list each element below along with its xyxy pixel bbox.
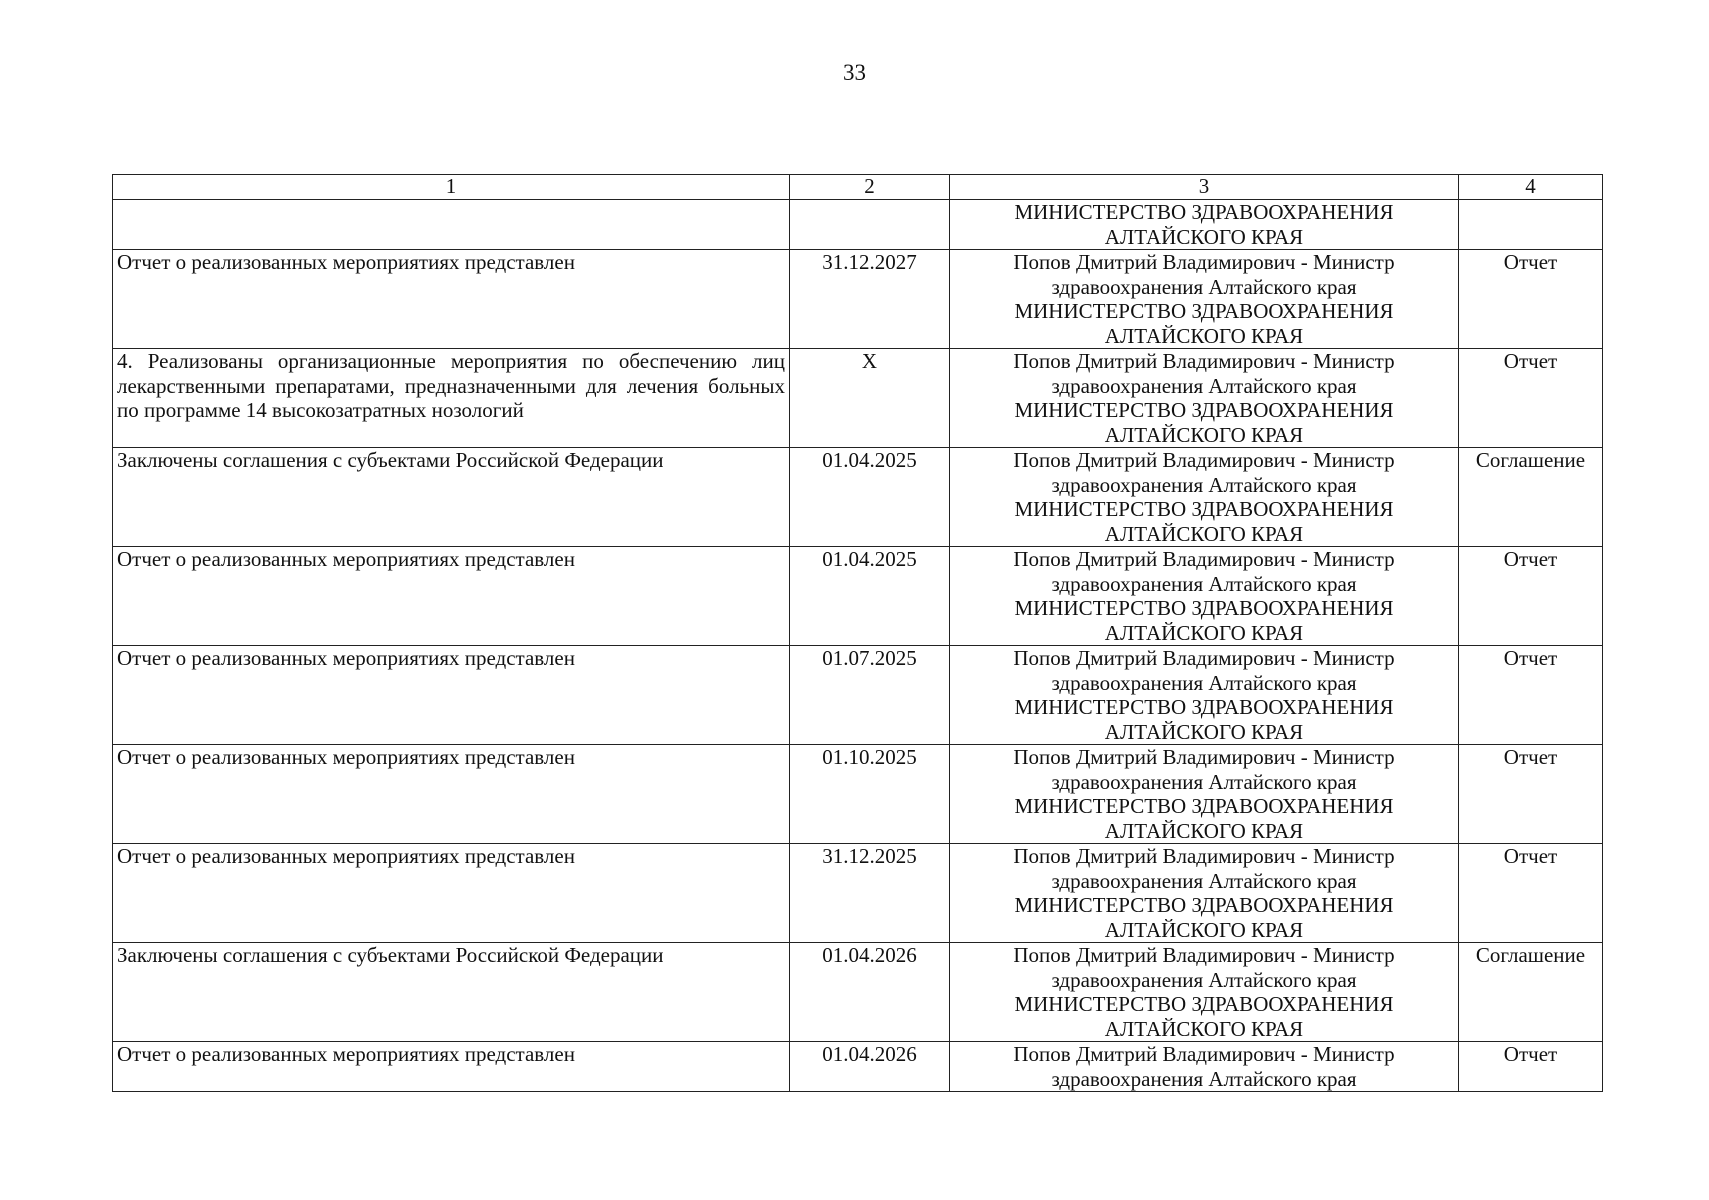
measure-name-cell: 4. Реализованы организационные мероприятия по обеспечению лиц лекарственными препаратами, предназначенными для лечения больных по программе 14 высокозатратных нозологий xyxy=(113,349,790,448)
responsible-line: АЛТАЙСКОГО КРАЯ xyxy=(1104,917,1304,942)
responsible-cell xyxy=(950,349,1459,448)
responsible-line: здравоохранения Алтайского края xyxy=(1051,868,1357,893)
responsible-line: МИНИСТЕРСТВО ЗДРАВООХРАНЕНИЯ xyxy=(1014,992,1394,1016)
table-row xyxy=(113,943,1603,1042)
continuation-date-cell xyxy=(790,200,950,250)
document-type-cell: Отчет xyxy=(1459,250,1603,349)
responsible-line: Попов Дмитрий Владимирович - Министр xyxy=(1013,547,1395,571)
responsible-line: МИНИСТЕРСТВО ЗДРАВООХРАНЕНИЯ xyxy=(1014,893,1394,917)
responsible-line: Попов Дмитрий Владимирович - Министр xyxy=(1013,844,1395,868)
continuation-document-cell xyxy=(1459,200,1603,250)
responsible-line: здравоохранения Алтайского края xyxy=(1051,373,1357,398)
document-type-cell: Соглашение xyxy=(1459,448,1603,547)
responsible-line: здравоохранения Алтайского края xyxy=(1051,571,1357,596)
responsible-cell xyxy=(950,646,1459,745)
document-type-cell: Отчет xyxy=(1459,1042,1603,1092)
responsible-cell xyxy=(950,448,1459,547)
measure-name-cell: Отчет о реализованных мероприятиях представлен xyxy=(113,1042,790,1092)
table-row xyxy=(113,547,1603,646)
header-cell-1: 1 xyxy=(113,175,790,200)
page-number: 33 xyxy=(843,60,866,85)
responsible-line: Попов Дмитрий Владимирович - Министр xyxy=(1013,646,1395,670)
measure-name-cell: Отчет о реализованных мероприятиях представлен xyxy=(113,844,790,943)
responsible-line: Попов Дмитрий Владимирович - Министр xyxy=(1013,349,1395,373)
responsible-line: здравоохранения Алтайского края xyxy=(1051,1066,1357,1091)
header-cell-4: 4 xyxy=(1459,175,1603,200)
responsible-line: Попов Дмитрий Владимирович - Министр xyxy=(1013,448,1395,472)
continuation-name-cell xyxy=(113,200,790,250)
measure-name-cell: Заключены соглашения с субъектами Российской Федерации xyxy=(113,448,790,547)
deadline-cell: X xyxy=(790,349,950,448)
continuation-responsible-cell xyxy=(950,200,1459,250)
responsible-line: здравоохранения Алтайского края xyxy=(1051,769,1357,794)
continuation-row xyxy=(113,200,1603,250)
deadline-cell: 31.12.2027 xyxy=(790,250,950,349)
responsible-line: Попов Дмитрий Владимирович - Министр xyxy=(1013,250,1395,274)
table-row xyxy=(113,448,1603,547)
responsible-line: здравоохранения Алтайского края xyxy=(1051,967,1357,992)
table-header-row xyxy=(113,175,1603,200)
responsible-line: МИНИСТЕРСТВО ЗДРАВООХРАНЕНИЯ xyxy=(1014,596,1394,620)
deadline-cell: 01.07.2025 xyxy=(790,646,950,745)
measures-table xyxy=(112,174,1603,1092)
document-type-cell: Отчет xyxy=(1459,745,1603,844)
responsible-line: АЛТАЙСКОГО КРАЯ xyxy=(1104,422,1304,447)
header-cell-3: 3 xyxy=(950,175,1459,200)
header-cell-2: 2 xyxy=(790,175,950,200)
responsible-line: АЛТАЙСКОГО КРАЯ xyxy=(1104,521,1304,546)
measure-name-cell: Отчет о реализованных мероприятиях представлен xyxy=(113,745,790,844)
responsible-cell xyxy=(950,745,1459,844)
responsible-line: МИНИСТЕРСТВО ЗДРАВООХРАНЕНИЯ xyxy=(1014,200,1394,224)
table-row xyxy=(113,349,1603,448)
deadline-cell: 01.04.2025 xyxy=(790,547,950,646)
measure-name-cell: Заключены соглашения с субъектами Российской Федерации xyxy=(113,943,790,1042)
responsible-line: здравоохранения Алтайского края xyxy=(1051,472,1357,497)
responsible-line: МИНИСТЕРСТВО ЗДРАВООХРАНЕНИЯ xyxy=(1014,794,1394,818)
responsible-line: МИНИСТЕРСТВО ЗДРАВООХРАНЕНИЯ xyxy=(1014,695,1394,719)
table-row xyxy=(113,250,1603,349)
deadline-cell: 01.04.2026 xyxy=(790,1042,950,1092)
deadline-cell: 01.04.2026 xyxy=(790,943,950,1042)
responsible-line: МИНИСТЕРСТВО ЗДРАВООХРАНЕНИЯ xyxy=(1014,497,1394,521)
document-type-cell: Отчет xyxy=(1459,646,1603,745)
responsible-line: Попов Дмитрий Владимирович - Министр xyxy=(1013,943,1395,967)
responsible-line: АЛТАЙСКОГО КРАЯ xyxy=(1104,224,1304,249)
measure-name-cell: Отчет о реализованных мероприятиях представлен xyxy=(113,646,790,745)
table-row xyxy=(113,844,1603,943)
measure-name-cell: Отчет о реализованных мероприятиях представлен xyxy=(113,250,790,349)
measure-name-cell: Отчет о реализованных мероприятиях представлен xyxy=(113,547,790,646)
responsible-line: АЛТАЙСКОГО КРАЯ xyxy=(1104,620,1304,645)
deadline-cell: 31.12.2025 xyxy=(790,844,950,943)
responsible-cell xyxy=(950,250,1459,349)
document-type-cell: Отчет xyxy=(1459,349,1603,448)
responsible-line: АЛТАЙСКОГО КРАЯ xyxy=(1104,719,1304,744)
table-row xyxy=(113,646,1603,745)
responsible-line: МИНИСТЕРСТВО ЗДРАВООХРАНЕНИЯ xyxy=(1014,398,1394,422)
responsible-line: АЛТАЙСКОГО КРАЯ xyxy=(1104,818,1304,843)
responsible-line: Попов Дмитрий Владимирович - Министр xyxy=(1013,1042,1395,1066)
responsible-line: здравоохранения Алтайского края xyxy=(1051,274,1357,299)
responsible-cell xyxy=(950,1042,1459,1092)
responsible-cell xyxy=(950,547,1459,646)
document-type-cell: Отчет xyxy=(1459,547,1603,646)
document-type-cell: Соглашение xyxy=(1459,943,1603,1042)
responsible-line: Попов Дмитрий Владимирович - Министр xyxy=(1013,745,1395,769)
deadline-cell: 01.04.2025 xyxy=(790,448,950,547)
responsible-cell xyxy=(950,844,1459,943)
deadline-cell: 01.10.2025 xyxy=(790,745,950,844)
responsible-cell xyxy=(950,943,1459,1042)
table-row xyxy=(113,745,1603,844)
responsible-line: здравоохранения Алтайского края xyxy=(1051,670,1357,695)
responsible-line: АЛТАЙСКОГО КРАЯ xyxy=(1104,323,1304,348)
responsible-line: МИНИСТЕРСТВО ЗДРАВООХРАНЕНИЯ xyxy=(1014,299,1394,323)
responsible-line: АЛТАЙСКОГО КРАЯ xyxy=(1104,1016,1304,1041)
table-row xyxy=(113,1042,1603,1092)
document-type-cell: Отчет xyxy=(1459,844,1603,943)
